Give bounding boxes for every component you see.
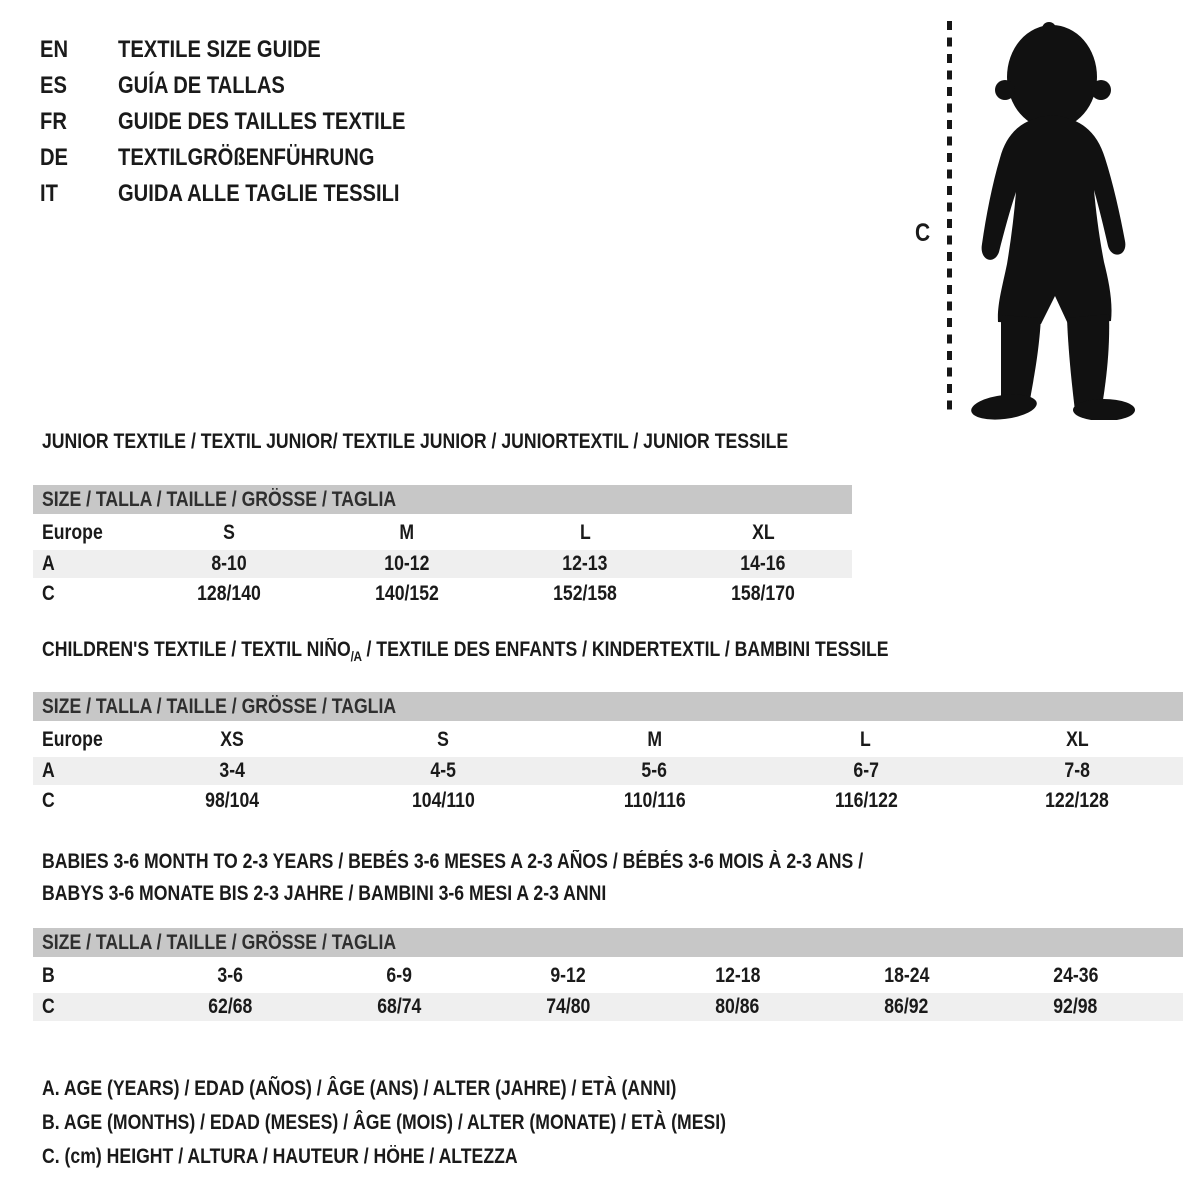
guide-title: GUÍA DE TALLAS [118,72,285,99]
row-label-cell: C [42,581,55,605]
size-cell: 74/80 [546,995,591,1018]
size-cell: 4-5 [430,759,456,782]
size-cell: S [223,520,235,544]
size-cell: 12-18 [714,963,761,987]
table-row [33,550,852,578]
language-code: ES [40,72,67,99]
height-dashed-line [947,21,952,415]
language-row [40,32,460,68]
row-label-cell: Europe [42,520,103,544]
children-section-title-text: CHILDREN'S TEXTILE / TEXTIL $NIÑO_{/A}$ / TEXTILE DES ENFANTS / KINDERTEXTIL / BAMBINI TESSILE [42,638,889,664]
legend-line-height-cm: C. (cm) HEIGHT / ALTURA / HAUTEUR / HÖHE / ALTEZZA [42,1145,518,1168]
size-cell: XL [1066,727,1089,751]
size-header-band [33,928,1183,957]
children-section-title [42,638,1050,668]
language-code: DE [40,144,69,171]
table-row [33,578,852,609]
size-cell: 8-10 [211,552,247,575]
size-cell: 62/68 [208,995,253,1018]
row-label-cell: A [42,759,55,782]
size-cell: M [647,727,662,751]
babies-title-line1: BABIES 3-6 MONTH TO 2-3 YEARS / BEBÉS 3-6 MESES A 2-3 AÑOS / BÉBÉS 3-6 MOIS À 2-3 ANS / [42,850,864,873]
size-cell: 7-8 [1064,759,1091,782]
size-cell: 6-7 [853,759,879,782]
size-cell: 10-12 [384,552,430,575]
size-cell: 110/116 [623,788,686,812]
size-cell: 122/128 [1045,788,1110,812]
babies-size-table [33,928,1183,1021]
language-row [40,104,460,140]
size-cell: 5-6 [641,759,668,782]
size-cell: S [437,727,449,751]
legend-line-age-months: B. AGE (MONTHS) / EDAD (MESES) / ÂGE (MOIS) / ALTER (MONATE) / ETÀ (MESI) [42,1111,727,1134]
legend [42,1072,856,1174]
size-cell: 18-24 [883,963,930,987]
row-label-cell: Europe [42,727,103,751]
language-row [40,68,460,104]
children-size-table [33,692,1183,816]
row-label-cell: A [42,552,55,575]
toddler-silhouette-icon [961,20,1150,420]
size-cell: 14-16 [740,552,786,575]
row-label-cell: B [42,963,55,987]
junior-size-table [33,485,852,609]
language-row [40,176,460,212]
guide-title: GUIDE DES TAILLES TEXTILE [118,108,406,135]
size-cell: 158/170 [731,581,795,605]
size-cell: 68/74 [377,995,422,1018]
language-code: EN [40,36,69,63]
babies-title-line2: BABYS 3-6 MONATE BIS 2-3 JAHRE / BAMBINI 3-6 MESI A 2-3 ANNI [42,882,607,905]
language-code: IT [40,180,58,207]
size-cell: M [399,520,415,544]
table-row [33,722,1183,757]
size-cell: 98/104 [204,788,259,812]
language-code: FR [40,108,67,135]
size-cell: 140/152 [375,581,439,605]
height-measure-label: C [915,219,931,247]
size-cell: XL [751,520,775,544]
size-cell: 104/110 [411,788,475,812]
table-row [33,515,852,550]
table-row [33,757,1183,785]
size-header-text: SIZE / TALLA / TAILLE / GRÖSSE / TAGLIA [42,694,397,718]
row-label-cell: C [42,995,55,1018]
size-cell: 116/122 [834,788,898,812]
size-header-text: SIZE / TALLA / TAILLE / GRÖSSE / TAGLIA [42,487,397,511]
size-header-band [33,692,1183,721]
legend-line-age-years: A. AGE (YEARS) / EDAD (AÑOS) / ÂGE (ANS) / ALTER (JAHRE) / ETÀ (ANNI) [42,1077,677,1100]
size-header-text: SIZE / TALLA / TAILLE / GRÖSSE / TAGLIA [42,930,397,954]
size-cell: 6-9 [386,963,413,987]
size-cell: 12-13 [562,552,608,575]
table-row [33,785,1183,816]
size-cell: XS [219,727,244,751]
size-cell: 152/158 [553,581,617,605]
nino-a-subscript: /A [350,648,362,664]
size-cell: L [860,727,872,751]
size-cell: L [579,520,591,544]
size-cell: 80/86 [715,995,760,1018]
size-header-band [33,485,852,514]
table-row [33,958,1183,993]
junior-section-title-text: JUNIOR TEXTILE / TEXTIL JUNIOR/ TEXTILE JUNIOR / JUNIORTEXTIL / JUNIOR TESSILE [42,430,789,453]
junior-section-title [42,430,930,454]
babies-section-title [42,846,1020,910]
size-cell: 3-6 [217,963,244,987]
size-cell: 3-4 [218,759,245,782]
guide-title: TEXTILGRÖßENFÜHRUNG [118,144,375,171]
size-cell: 9-12 [550,963,587,987]
language-row [40,140,460,176]
table-row [33,993,1183,1021]
guide-title: GUIDA ALLE TAGLIE TESSILI [118,180,400,207]
size-cell: 128/140 [197,581,261,605]
size-cell: 24-36 [1052,963,1099,987]
size-cell: 92/98 [1053,995,1098,1018]
guide-title: TEXTILE SIZE GUIDE [118,36,321,63]
row-label-cell: C [42,788,55,812]
language-title-list [40,32,460,212]
size-cell: 86/92 [884,995,929,1018]
